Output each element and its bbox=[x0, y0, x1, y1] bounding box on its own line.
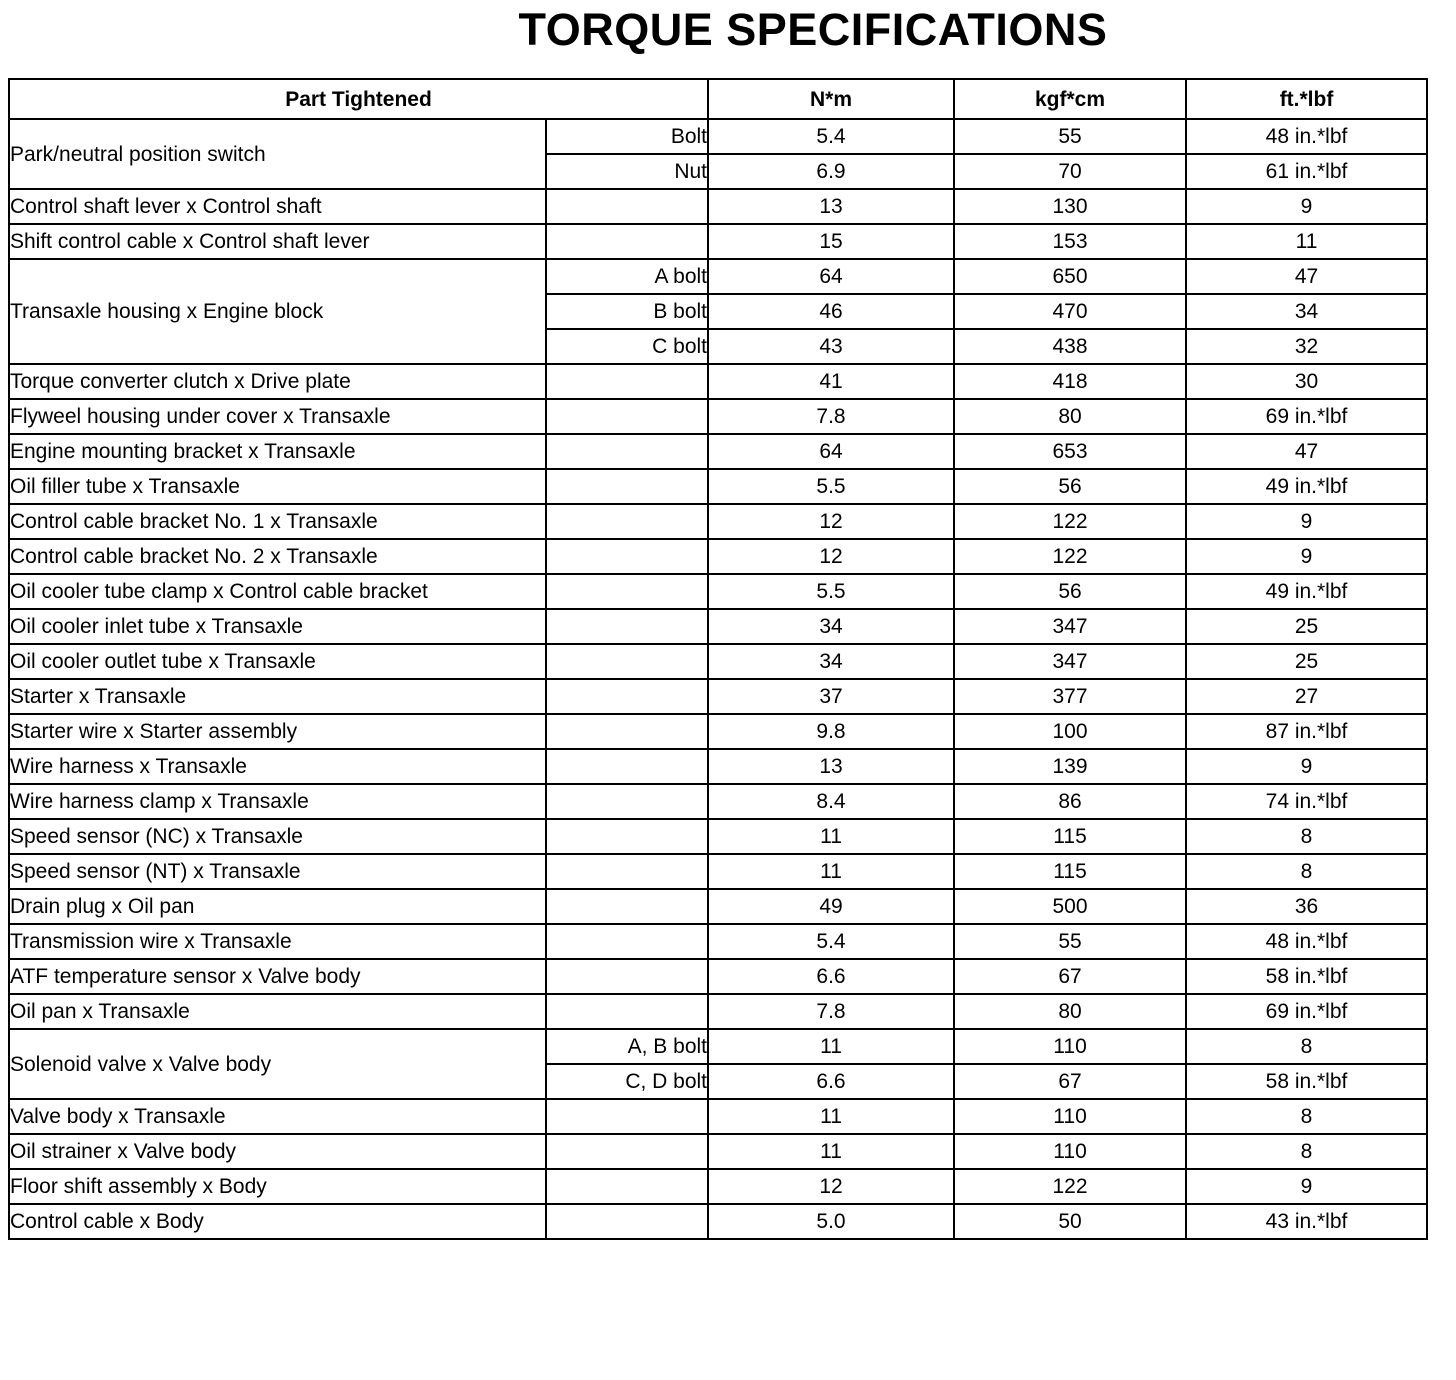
table-row bbox=[9, 924, 1427, 959]
ft-lbf-value-cell: 25 bbox=[1186, 644, 1427, 679]
ft-lbf-value-cell: 74 in.*lbf bbox=[1186, 784, 1427, 819]
part-tightened-cell: Speed sensor (NT) x Transaxle bbox=[9, 854, 546, 889]
table-row bbox=[9, 1204, 1427, 1239]
part-tightened-cell: Oil pan x Transaxle bbox=[9, 994, 546, 1029]
kgf-cm-value-cell: 50 bbox=[954, 1204, 1186, 1239]
ft-lbf-value-cell: 25 bbox=[1186, 609, 1427, 644]
part-tightened-cell: Control shaft lever x Control shaft bbox=[9, 189, 546, 224]
header-nm: N*m bbox=[708, 79, 954, 119]
ft-lbf-value-cell: 47 bbox=[1186, 259, 1427, 294]
fastener-cell bbox=[546, 1134, 708, 1169]
ft-lbf-value-cell: 47 bbox=[1186, 434, 1427, 469]
kgf-cm-value-cell: 500 bbox=[954, 889, 1186, 924]
kgf-cm-value-cell: 115 bbox=[954, 819, 1186, 854]
kgf-cm-value-cell: 80 bbox=[954, 399, 1186, 434]
fastener-cell bbox=[546, 539, 708, 574]
table-row bbox=[9, 364, 1427, 399]
ft-lbf-value-cell: 8 bbox=[1186, 854, 1427, 889]
kgf-cm-value-cell: 70 bbox=[954, 154, 1186, 189]
nm-value-cell: 13 bbox=[708, 189, 954, 224]
part-tightened-cell: Control cable x Body bbox=[9, 1204, 546, 1239]
table-header-row bbox=[9, 79, 1427, 119]
nm-value-cell: 5.4 bbox=[708, 924, 954, 959]
fastener-cell bbox=[546, 469, 708, 504]
part-tightened-cell: Starter wire x Starter assembly bbox=[9, 714, 546, 749]
fastener-cell bbox=[546, 644, 708, 679]
fastener-cell bbox=[546, 714, 708, 749]
fastener-cell bbox=[546, 189, 708, 224]
ft-lbf-value-cell: 36 bbox=[1186, 889, 1427, 924]
fastener-cell bbox=[546, 574, 708, 609]
ft-lbf-value-cell: 58 in.*lbf bbox=[1186, 959, 1427, 994]
table-row bbox=[9, 784, 1427, 819]
kgf-cm-value-cell: 438 bbox=[954, 329, 1186, 364]
table-row bbox=[9, 1169, 1427, 1204]
table-row bbox=[9, 609, 1427, 644]
kgf-cm-value-cell: 347 bbox=[954, 609, 1186, 644]
kgf-cm-value-cell: 56 bbox=[954, 574, 1186, 609]
ft-lbf-value-cell: 27 bbox=[1186, 679, 1427, 714]
fastener-cell bbox=[546, 854, 708, 889]
fastener-cell bbox=[546, 819, 708, 854]
nm-value-cell: 49 bbox=[708, 889, 954, 924]
table-row bbox=[9, 469, 1427, 504]
table-row bbox=[9, 434, 1427, 469]
table-row bbox=[9, 1134, 1427, 1169]
kgf-cm-value-cell: 110 bbox=[954, 1099, 1186, 1134]
fastener-cell bbox=[546, 994, 708, 1029]
nm-value-cell: 12 bbox=[708, 504, 954, 539]
nm-value-cell: 64 bbox=[708, 259, 954, 294]
nm-value-cell: 37 bbox=[708, 679, 954, 714]
header-kgf-cm: kgf*cm bbox=[954, 79, 1186, 119]
fastener-cell bbox=[546, 609, 708, 644]
ft-lbf-value-cell: 58 in.*lbf bbox=[1186, 1064, 1427, 1099]
kgf-cm-value-cell: 86 bbox=[954, 784, 1186, 819]
nm-value-cell: 11 bbox=[708, 819, 954, 854]
fastener-cell bbox=[546, 889, 708, 924]
fastener-cell bbox=[546, 1204, 708, 1239]
ft-lbf-value-cell: 49 in.*lbf bbox=[1186, 469, 1427, 504]
part-tightened-cell: Speed sensor (NC) x Transaxle bbox=[9, 819, 546, 854]
header-ft-lbf: ft.*lbf bbox=[1186, 79, 1427, 119]
nm-value-cell: 12 bbox=[708, 1169, 954, 1204]
ft-lbf-value-cell: 48 in.*lbf bbox=[1186, 924, 1427, 959]
part-tightened-cell: Starter x Transaxle bbox=[9, 679, 546, 714]
ft-lbf-value-cell: 8 bbox=[1186, 819, 1427, 854]
table-row bbox=[9, 854, 1427, 889]
part-tightened-cell: Valve body x Transaxle bbox=[9, 1099, 546, 1134]
nm-value-cell: 12 bbox=[708, 539, 954, 574]
kgf-cm-value-cell: 55 bbox=[954, 924, 1186, 959]
part-tightened-cell: Wire harness x Transaxle bbox=[9, 749, 546, 784]
nm-value-cell: 5.5 bbox=[708, 469, 954, 504]
part-tightened-cell: Torque converter clutch x Drive plate bbox=[9, 364, 546, 399]
fastener-cell bbox=[546, 504, 708, 539]
fastener-cell: Bolt bbox=[546, 119, 708, 154]
part-tightened-cell: Flyweel housing under cover x Transaxle bbox=[9, 399, 546, 434]
fastener-cell bbox=[546, 364, 708, 399]
ft-lbf-value-cell: 9 bbox=[1186, 189, 1427, 224]
kgf-cm-value-cell: 122 bbox=[954, 539, 1186, 574]
table-row bbox=[9, 679, 1427, 714]
part-tightened-cell: Control cable bracket No. 2 x Transaxle bbox=[9, 539, 546, 574]
ft-lbf-value-cell: 32 bbox=[1186, 329, 1427, 364]
nm-value-cell: 41 bbox=[708, 364, 954, 399]
ft-lbf-value-cell: 34 bbox=[1186, 294, 1427, 329]
part-tightened-cell: Transmission wire x Transaxle bbox=[9, 924, 546, 959]
table-row bbox=[9, 504, 1427, 539]
nm-value-cell: 11 bbox=[708, 1134, 954, 1169]
fastener-cell bbox=[546, 784, 708, 819]
nm-value-cell: 6.9 bbox=[708, 154, 954, 189]
ft-lbf-value-cell: 8 bbox=[1186, 1134, 1427, 1169]
kgf-cm-value-cell: 100 bbox=[954, 714, 1186, 749]
nm-value-cell: 13 bbox=[708, 749, 954, 784]
fastener-cell: C, D bolt bbox=[546, 1064, 708, 1099]
fastener-cell: A, B bolt bbox=[546, 1029, 708, 1064]
nm-value-cell: 5.5 bbox=[708, 574, 954, 609]
kgf-cm-value-cell: 130 bbox=[954, 189, 1186, 224]
fastener-cell bbox=[546, 924, 708, 959]
kgf-cm-value-cell: 67 bbox=[954, 1064, 1186, 1099]
fastener-cell bbox=[546, 1169, 708, 1204]
nm-value-cell: 34 bbox=[708, 609, 954, 644]
ft-lbf-value-cell: 69 in.*lbf bbox=[1186, 994, 1427, 1029]
kgf-cm-value-cell: 377 bbox=[954, 679, 1186, 714]
table-row bbox=[9, 399, 1427, 434]
table-row bbox=[9, 644, 1427, 679]
kgf-cm-value-cell: 347 bbox=[954, 644, 1186, 679]
nm-value-cell: 6.6 bbox=[708, 959, 954, 994]
page-title: TORQUE SPECIFICATIONS bbox=[518, 4, 1108, 55]
table-row bbox=[9, 224, 1427, 259]
part-tightened-cell: Oil cooler tube clamp x Control cable bracket bbox=[9, 574, 546, 609]
nm-value-cell: 11 bbox=[708, 1099, 954, 1134]
table-row bbox=[9, 994, 1427, 1029]
nm-value-cell: 7.8 bbox=[708, 994, 954, 1029]
kgf-cm-value-cell: 139 bbox=[954, 749, 1186, 784]
kgf-cm-value-cell: 110 bbox=[954, 1134, 1186, 1169]
nm-value-cell: 11 bbox=[708, 854, 954, 889]
part-tightened-cell: Wire harness clamp x Transaxle bbox=[9, 784, 546, 819]
nm-value-cell: 11 bbox=[708, 1029, 954, 1064]
fastener-cell: C bolt bbox=[546, 329, 708, 364]
table-row bbox=[9, 1029, 1427, 1064]
part-tightened-cell: Control cable bracket No. 1 x Transaxle bbox=[9, 504, 546, 539]
ft-lbf-value-cell: 48 in.*lbf bbox=[1186, 119, 1427, 154]
ft-lbf-value-cell: 69 in.*lbf bbox=[1186, 399, 1427, 434]
nm-value-cell: 64 bbox=[708, 434, 954, 469]
nm-value-cell: 43 bbox=[708, 329, 954, 364]
table-row bbox=[9, 714, 1427, 749]
part-tightened-cell: Park/neutral position switch bbox=[9, 119, 546, 189]
fastener-cell bbox=[546, 679, 708, 714]
table-row bbox=[9, 959, 1427, 994]
kgf-cm-value-cell: 122 bbox=[954, 1169, 1186, 1204]
ft-lbf-value-cell: 9 bbox=[1186, 539, 1427, 574]
table-row bbox=[9, 749, 1427, 784]
kgf-cm-value-cell: 650 bbox=[954, 259, 1186, 294]
nm-value-cell: 7.8 bbox=[708, 399, 954, 434]
ft-lbf-value-cell: 61 in.*lbf bbox=[1186, 154, 1427, 189]
table-row bbox=[9, 819, 1427, 854]
part-tightened-cell: Transaxle housing x Engine block bbox=[9, 259, 546, 364]
nm-value-cell: 15 bbox=[708, 224, 954, 259]
part-tightened-cell: Floor shift assembly x Body bbox=[9, 1169, 546, 1204]
table-row bbox=[9, 889, 1427, 924]
kgf-cm-value-cell: 153 bbox=[954, 224, 1186, 259]
ft-lbf-value-cell: 9 bbox=[1186, 749, 1427, 784]
ft-lbf-value-cell: 30 bbox=[1186, 364, 1427, 399]
nm-value-cell: 8.4 bbox=[708, 784, 954, 819]
ft-lbf-value-cell: 8 bbox=[1186, 1029, 1427, 1064]
table-row bbox=[9, 539, 1427, 574]
kgf-cm-value-cell: 55 bbox=[954, 119, 1186, 154]
header-part-tightened: Part Tightened bbox=[9, 79, 708, 119]
part-tightened-cell: Oil filler tube x Transaxle bbox=[9, 469, 546, 504]
part-tightened-cell: Oil cooler outlet tube x Transaxle bbox=[9, 644, 546, 679]
kgf-cm-value-cell: 110 bbox=[954, 1029, 1186, 1064]
kgf-cm-value-cell: 418 bbox=[954, 364, 1186, 399]
part-tightened-cell: Shift control cable x Control shaft lever bbox=[9, 224, 546, 259]
fastener-cell bbox=[546, 399, 708, 434]
part-tightened-cell: Solenoid valve x Valve body bbox=[9, 1029, 546, 1099]
ft-lbf-value-cell: 8 bbox=[1186, 1099, 1427, 1134]
kgf-cm-value-cell: 470 bbox=[954, 294, 1186, 329]
fastener-cell bbox=[546, 959, 708, 994]
nm-value-cell: 6.6 bbox=[708, 1064, 954, 1099]
nm-value-cell: 5.0 bbox=[708, 1204, 954, 1239]
fastener-cell: A bolt bbox=[546, 259, 708, 294]
fastener-cell: B bolt bbox=[546, 294, 708, 329]
nm-value-cell: 5.4 bbox=[708, 119, 954, 154]
ft-lbf-value-cell: 9 bbox=[1186, 1169, 1427, 1204]
kgf-cm-value-cell: 80 bbox=[954, 994, 1186, 1029]
nm-value-cell: 34 bbox=[708, 644, 954, 679]
part-tightened-cell: Engine mounting bracket x Transaxle bbox=[9, 434, 546, 469]
ft-lbf-value-cell: 43 in.*lbf bbox=[1186, 1204, 1427, 1239]
part-tightened-cell: ATF temperature sensor x Valve body bbox=[9, 959, 546, 994]
part-tightened-cell: Oil strainer x Valve body bbox=[9, 1134, 546, 1169]
ft-lbf-value-cell: 87 in.*lbf bbox=[1186, 714, 1427, 749]
nm-value-cell: 9.8 bbox=[708, 714, 954, 749]
ft-lbf-value-cell: 11 bbox=[1186, 224, 1427, 259]
ft-lbf-value-cell: 9 bbox=[1186, 504, 1427, 539]
kgf-cm-value-cell: 115 bbox=[954, 854, 1186, 889]
part-tightened-cell: Oil cooler inlet tube x Transaxle bbox=[9, 609, 546, 644]
table-row bbox=[9, 119, 1427, 154]
fastener-cell: Nut bbox=[546, 154, 708, 189]
fastener-cell bbox=[546, 224, 708, 259]
kgf-cm-value-cell: 122 bbox=[954, 504, 1186, 539]
table-row bbox=[9, 259, 1427, 294]
table-row bbox=[9, 189, 1427, 224]
fastener-cell bbox=[546, 749, 708, 784]
ft-lbf-value-cell: 49 in.*lbf bbox=[1186, 574, 1427, 609]
fastener-cell bbox=[546, 1099, 708, 1134]
table-row bbox=[9, 574, 1427, 609]
nm-value-cell: 46 bbox=[708, 294, 954, 329]
table-body bbox=[9, 119, 1427, 1239]
kgf-cm-value-cell: 67 bbox=[954, 959, 1186, 994]
kgf-cm-value-cell: 653 bbox=[954, 434, 1186, 469]
torque-spec-table bbox=[8, 78, 1428, 1240]
fastener-cell bbox=[546, 434, 708, 469]
kgf-cm-value-cell: 56 bbox=[954, 469, 1186, 504]
part-tightened-cell: Drain plug x Oil pan bbox=[9, 889, 546, 924]
table-row bbox=[9, 1099, 1427, 1134]
